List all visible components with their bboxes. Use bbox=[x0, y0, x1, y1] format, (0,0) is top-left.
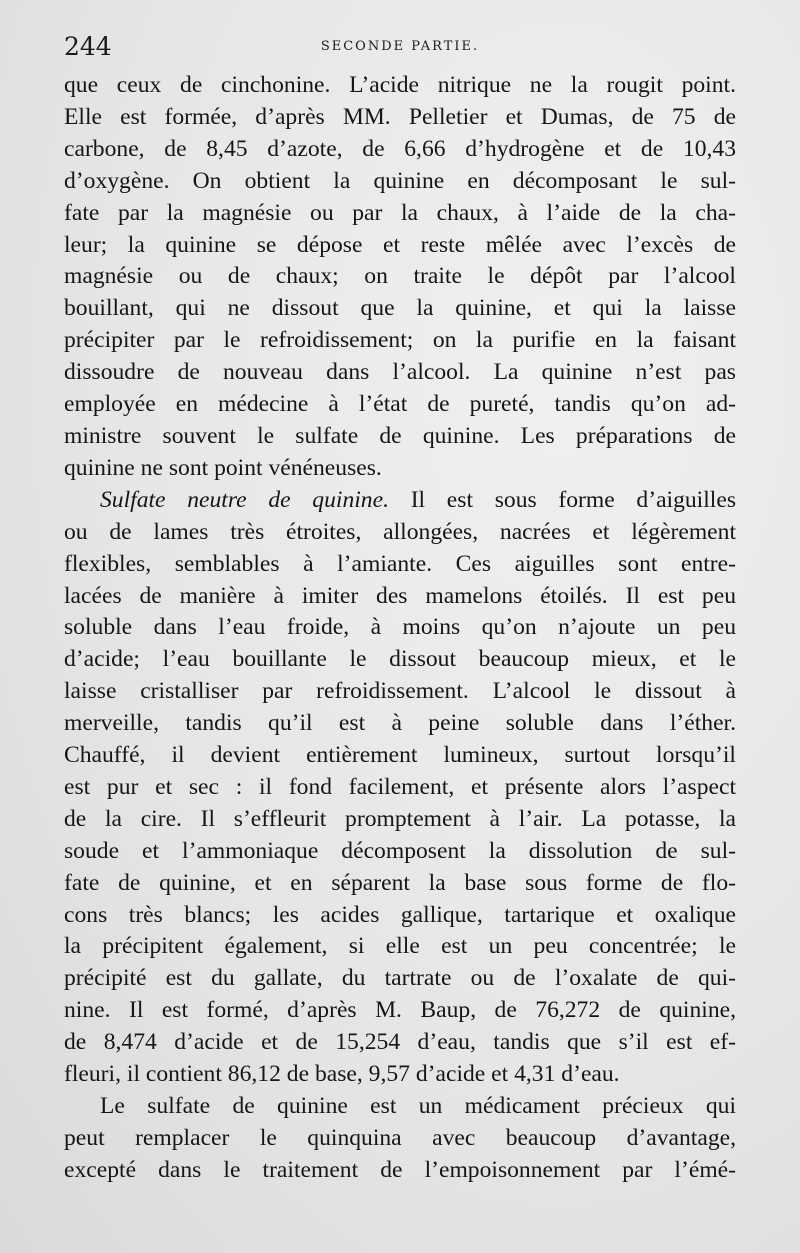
running-head: SECONDE PARTIE. bbox=[320, 39, 480, 54]
text-line bbox=[64, 485, 736, 517]
text-line: de 8,474 d’acide et de 15,254 d’eau, tandis que s’il est ef- bbox=[64, 1029, 736, 1056]
text-line: carbone, de 8,45 d’azote, de 6,66 d’hydrogène et de 10,43 bbox=[64, 135, 736, 162]
text-line: Elle est formée, d’après MM. Pelletier et Dumas, de 75 de bbox=[64, 103, 736, 130]
text-line: est pur et sec : il fond facilement, et présente alors l’aspect bbox=[64, 773, 736, 800]
paragraph-3 bbox=[64, 1091, 736, 1187]
section-heading-italic: Sulfate neutre de quinine. bbox=[100, 486, 389, 513]
text-line: cons très blancs; les acides gallique, tartarique et oxalique bbox=[64, 901, 736, 928]
text-line: Le sulfate de quinine est un médicament précieux qui bbox=[100, 1093, 736, 1119]
text-line: soude et l’ammoniaque décomposent la dissolution de sul- bbox=[64, 837, 736, 864]
text-line: lacées de manière à imiter des mamelons étoilés. Il est peu bbox=[64, 582, 736, 609]
text-line: Chauffé, il devient entièrement lumineux, surtout lorsqu’il bbox=[64, 742, 736, 769]
text-line: merveille, tandis qu’il est à peine soluble dans l’éther. bbox=[64, 710, 736, 737]
page-header bbox=[64, 30, 736, 64]
text-line: bouillant, qui ne dissout que la quinine, et qui la laisse bbox=[64, 295, 736, 322]
text-line: de la cire. Il s’effleurit promptement à l’air. La potasse, la bbox=[64, 805, 736, 832]
text-line: laisse cristalliser par refroidissement. L’alcool le dissout à bbox=[64, 678, 736, 705]
body-text bbox=[64, 70, 736, 1187]
text-line: nine. Il est formé, d’après M. Baup, de 76,272 de quinine, bbox=[64, 997, 736, 1024]
paragraph-2 bbox=[64, 485, 736, 1091]
page-number: 244 bbox=[64, 32, 112, 61]
text-line: quinine ne sont point vénéneuses. bbox=[64, 454, 382, 481]
text-line: d’oxygène. On obtient la quinine en décomposant le sul- bbox=[64, 167, 736, 194]
text-line: fleuri, il contient 86,12 de base, 9,57 d’acide et 4,31 d’eau. bbox=[64, 1061, 620, 1088]
text-line: ou de lames très étroites, allongées, nacrées et légèrement bbox=[64, 518, 736, 545]
text-line: soluble dans l’eau froide, à moins qu’on n’ajoute un peu bbox=[64, 614, 736, 641]
text-fragment: Il est sous forme d’aiguilles bbox=[388, 486, 736, 513]
text-line: fate de quinine, et en séparent la base sous forme de flo- bbox=[64, 869, 736, 896]
text-line: précipité est du gallate, du tartrate ou de l’oxalate de qui- bbox=[64, 965, 736, 992]
text-line: que ceux de cinchonine. L’acide nitrique ne la rougit point. bbox=[64, 72, 736, 98]
text-line: précipiter par le refroidissement; on la purifie en la faisant bbox=[64, 327, 736, 354]
paragraph-1 bbox=[64, 70, 736, 485]
text-line: employée en médecine à l’état de pureté, tandis qu’on ad- bbox=[64, 391, 736, 418]
text-line: fate par la magnésie ou par la chaux, à l’aide de la cha- bbox=[64, 199, 736, 226]
text-line: la précipitent également, si elle est un peu concentrée; le bbox=[64, 933, 736, 960]
text-line: d’acide; l’eau bouillante le dissout beaucoup mieux, et le bbox=[64, 646, 736, 673]
text-line: leur; la quinine se dépose et reste mêlée avec l’excès de bbox=[64, 231, 736, 258]
text-line: ministre souvent le sulfate de quinine. Les préparations de bbox=[64, 422, 736, 449]
text-line: excepté dans le traitement de l’empoisonnement par l’émé- bbox=[64, 1156, 736, 1183]
text-line: flexibles, semblables à l’amiante. Ces aiguilles sont entre- bbox=[64, 550, 736, 577]
text-line: peut remplacer le quinquina avec beaucoup d’avantage, bbox=[64, 1124, 736, 1151]
text-line: dissoudre de nouveau dans l’alcool. La quinine n’est pas bbox=[64, 359, 736, 386]
text-line: magnésie ou de chaux; on traite le dépôt par l’alcool bbox=[64, 263, 736, 290]
